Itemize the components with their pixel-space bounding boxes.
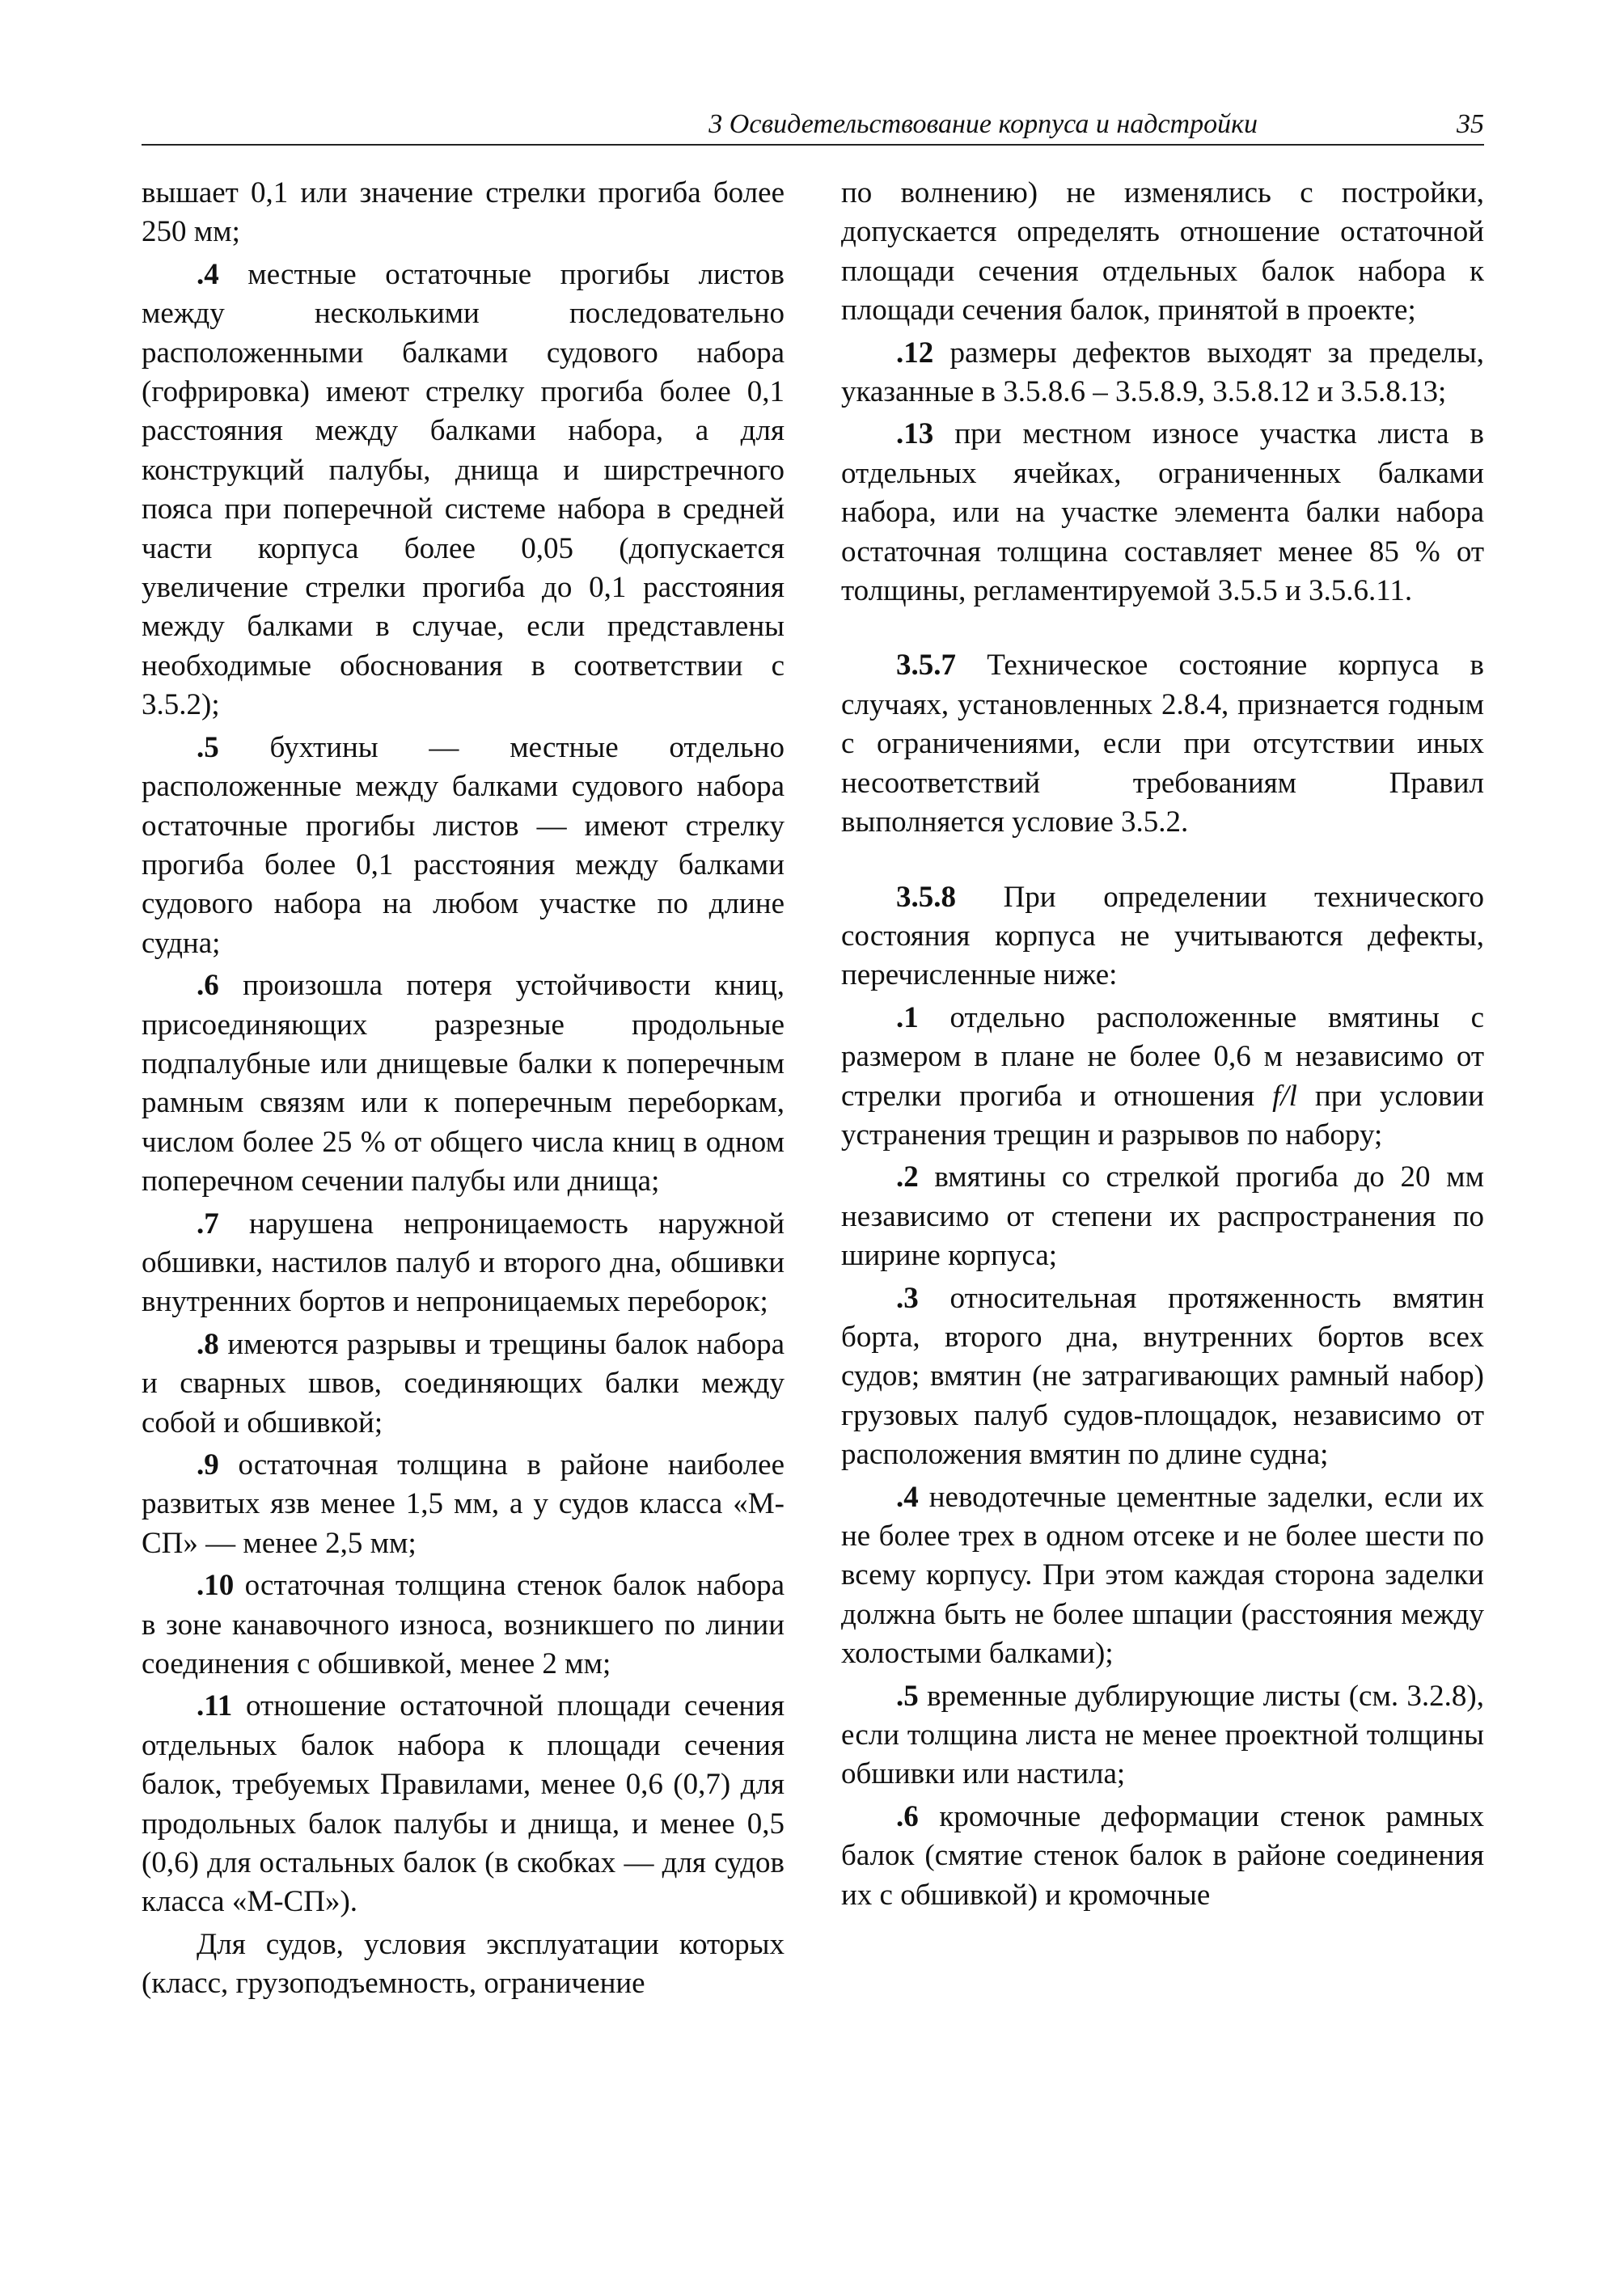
paragraph-continued: вышает 0,1 или значение стрелки прогиба более 250 мм; <box>142 176 785 249</box>
list-item-10: .10 остаточная толщина стенок балок набора в зоне канавочного износа, возникшего по линии соединения с обшивкой, менее 2 мм; <box>142 1569 785 1681</box>
page-number: 35 <box>1457 109 1484 139</box>
list-item-5: .5 временные дублирующие листы (см. 3.2.8), если толщина листа не менее проектной толщины обшивки или настила; <box>841 1679 1484 1791</box>
list-item-8: .8 имеются разрывы и трещины балок набора и сварных швов, соединяющих балки между собой и обшивкой; <box>142 1327 785 1439</box>
item-number: .10 <box>197 1569 235 1603</box>
item-number: .6 <box>896 1799 919 1833</box>
item-number: .13 <box>896 417 934 451</box>
item-number: .12 <box>896 336 934 370</box>
item-number: .1 <box>896 1000 919 1034</box>
section-number: 3.5.7 <box>896 649 956 683</box>
list-item-6: .6 произошла потеря устойчивости книц, присоединяющих разрезные продольные подпалубные или днищевые балки к поперечным рамным связям или к поперечным переборкам, числом более 25 % от общего числа книц в одном поперечном сечении палубы или днища; <box>142 969 785 1198</box>
list-item-4: .4 неводотечные цементные заделки, если их не более трех в одном отсеке и не более шести по всему корпусу. При этом каждая сторона заделки должна быть не более шпации (расстояния между холостыми балками); <box>841 1480 1484 1671</box>
list-item-3: .3 относительная протяженность вмятин борта, второго дна, внутренних бортов всех судов; вмятин (не затрагивающих рамный набор) грузовых палуб судов-площадок, независимо от расположения вмятин по длине судна; <box>841 1281 1484 1472</box>
item-number: .11 <box>197 1689 233 1723</box>
section-number: 3.5.8 <box>896 880 956 914</box>
paragraph: Для судов, условия эксплуатации которых (класс, грузоподъемность, ограничение <box>142 1927 785 2001</box>
list-item-4: .4 местные остаточные прогибы листов между несколькими последовательно расположенными балками судового набора (гофрировка) имеют стрелку прогиба более 0,1 расстояния между балками набора, а для конструкций палубы, днища и ширстречного пояса при поперечной системе набора в средней части корпуса более 0,05 (допускается увеличение стрелки прогиба до 0,1 расстояния между балками в случае, если представлены необходимые обоснования в соответствии с 3.5.2); <box>142 257 785 722</box>
formula-f-l: f/l <box>1272 1079 1297 1113</box>
list-item-12: .12 размеры дефектов выходят за пределы, указанные в 3.5.8.6 – 3.5.8.9, 3.5.8.12 и 3.5.8.13; <box>841 336 1484 409</box>
section-3-5-8: 3.5.8 При определении технического состояния корпуса не учитываются дефекты, перечисленные ниже: <box>841 880 1484 992</box>
running-header <box>142 104 1484 146</box>
list-item-6: .6 кромочные деформации стенок рамных балок (смятие стенок балок в районе соединения их с обшивкой) и кромочные <box>841 1799 1484 1912</box>
list-item-11: .11 отношение остаточной площади сечения отдельных балок набора к площади сечения балок, требуемых Правилами, менее 0,6 (0,7) для продольных балок палубы и днища, и менее 0,5 (0,6) для остальных балок (в скобках — для судов класса «М-СП»). <box>142 1689 785 1919</box>
item-number: .3 <box>896 1281 919 1315</box>
item-number: .7 <box>197 1207 219 1241</box>
section-3-5-7: 3.5.7 Техническое состояние корпуса в случаях, установленных 2.8.4, признается годным с ограничениями, если при отсутствии иных несоответствий требованиям Правил выполняется условие 3.5.2. <box>841 649 1484 839</box>
running-title: 3 Освидетельствование корпуса и надстройки <box>708 109 1258 139</box>
list-item-5: .5 бухтины — местные отдельно расположенные между балками судового набора остаточные прогибы листов — имеют стрелку прогиба более 0,1 расстояния между балками судового набора на любом участке по длине судна; <box>142 730 785 960</box>
item-number: .9 <box>197 1448 219 1482</box>
item-number: .5 <box>896 1679 919 1713</box>
item-number: .5 <box>197 730 219 764</box>
item-number: .8 <box>197 1327 219 1361</box>
list-item-1: .1 отдельно расположенные вмятины с размером в плане не более 0,6 м независимо от стрелки прогиба и отношения f/l при условии устранения трещин и разрывов по набору; <box>841 1000 1484 1152</box>
list-item-7: .7 нарушена непроницаемость наружной обшивки, настилов палуб и второго дна, обшивки внутренних бортов и непроницаемых переборок; <box>142 1207 785 1319</box>
paragraph-continued: по волнению) не изменялись с постройки, допускается определять отношение остаточной площади сечения отдельных балок набора к площади сечения балок, принятой в проекте; <box>841 176 1484 328</box>
item-number: .4 <box>896 1480 919 1514</box>
item-number: .2 <box>896 1160 919 1194</box>
right-column <box>841 174 1484 1918</box>
item-number: .4 <box>197 257 219 291</box>
list-item-9: .9 остаточная толщина в районе наиболее развитых язв менее 1,5 мм, а у судов класса «М-СП» — менее 2,5 мм; <box>142 1448 785 1560</box>
list-item-13: .13 при местном износе участка листа в отдельных ячейках, ограниченных балками набора, или на участке элемента балки набора остаточная толщина составляет менее 85 % от толщины, регламентируемой 3.5.5 и 3.5.6.11. <box>841 417 1484 608</box>
item-number: .6 <box>197 969 219 1003</box>
list-item-2: .2 вмятины со стрелкой прогиба до 20 мм независимо от степени их распространения по ширине корпуса; <box>841 1160 1484 1273</box>
left-column <box>142 174 785 2007</box>
